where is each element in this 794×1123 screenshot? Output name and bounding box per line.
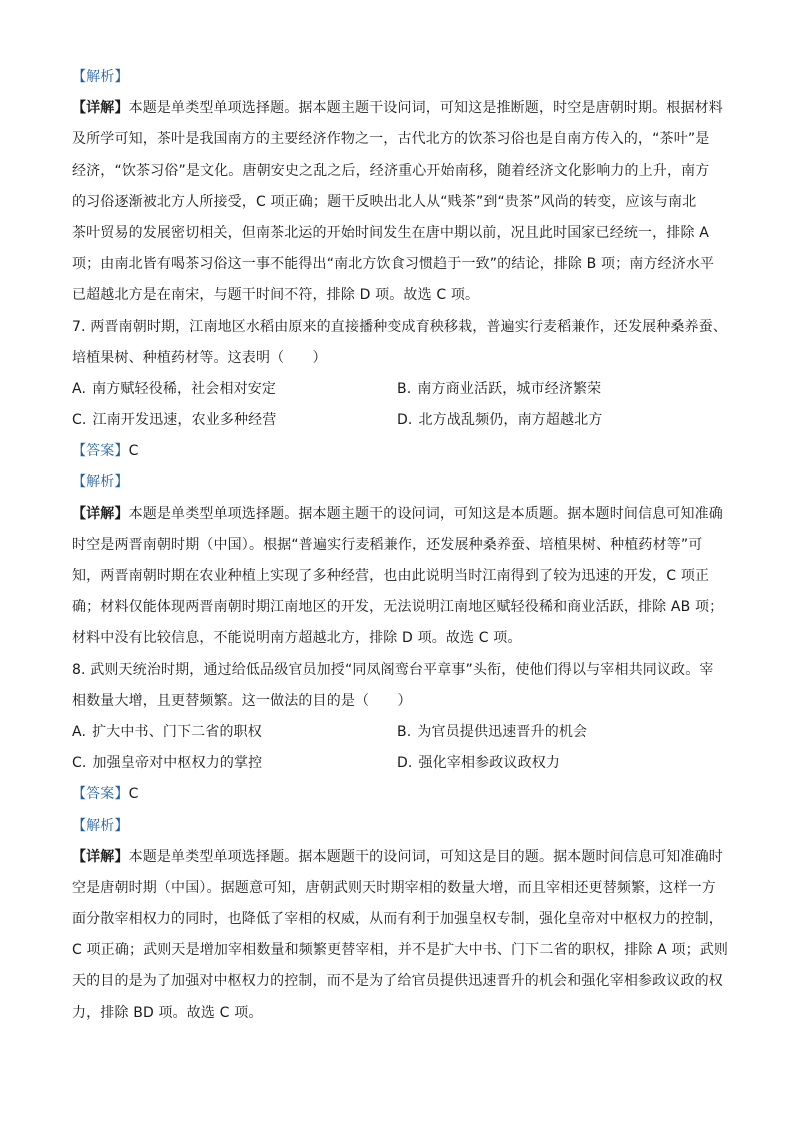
q7-answer-value: C (128, 443, 139, 460)
q7-option-c: C. 江南开发迅速，农业多种经营 (72, 412, 277, 429)
q6-detail-label: 【详解】 (72, 100, 129, 117)
q6-detail-line: 茶叶贸易的发展密切相关，但南茶北运的开始时间发生在唐中期以前，况且此时国家已经统一，排除 A (72, 224, 709, 241)
q8-stem-line: 相数量大增，且更替频繁。这一做法的目的是（ ） (72, 692, 412, 709)
q7-options-row (72, 405, 728, 436)
q7-analysis-label: 【解析】 (72, 474, 129, 491)
q6-detail-line: 的习俗逐渐被北方人所接受，C 项正确；题干反映出北人从“贱茶”到“贵茶”风尚的转变，应该与南北 (72, 193, 697, 210)
q8-answer (72, 779, 728, 810)
q8-detail-label: 【详解】 (72, 848, 129, 865)
q6-detail-line: 经济，“饮茶习俗”是文化。唐朝安史之乱之后，经济重心开始南移，随着经济文化影响力的上升，南方 (72, 162, 710, 179)
q8-detail-line: C 项正确；武则天是增加宰相数量和频繁更替宰相，并不是扩大中书、门下二省的职权，排除 A 项；武则 (72, 942, 729, 959)
q7-detail-line: 【详解】本题是单类型单项选择题。据本题主题干的设问词，可知这是本质题。据本题时间信息可知准确 (72, 505, 723, 522)
q7-detail-line: 知，两晋南朝时期在农业种植上实现了多种经营，也由此说明当时江南得到了较为迅速的开发，C 项正 (72, 568, 710, 584)
q7-options-row (72, 374, 728, 405)
q8-detail-line: 面分散宰相权力的同时，也降低了宰相的权威，从而有利于加强皇权专制，强化皇帝对中枢权力的控制， (72, 911, 723, 928)
q8-option-d: D. 强化宰相参政议政权力 (397, 755, 561, 772)
q8-detail-line: 力，排除 BD 项。故选 C 项。 (72, 1004, 263, 1021)
q7-option-a: A. 南方赋轻役稀，社会相对安定 (72, 380, 277, 397)
q7-detail-label: 【详解】 (72, 505, 129, 522)
q8-option-c: C. 加强皇帝对中枢权力的掌控 (72, 755, 263, 772)
q7-detail-line: 确；材料仅能体现两晋南朝时期江南地区的开发，无法说明江南地区赋轻役稀和商业活跃，排除 AB 项； (72, 599, 724, 616)
q8-option-b: B. 为官员提供迅速晋升的机会 (397, 723, 588, 740)
q7-option-d: D. 北方战乱频仍，南方超越北方 (397, 412, 603, 429)
q8-options-row (72, 748, 728, 779)
q8-option-a: A. 扩大中书、门下二省的职权 (72, 723, 262, 740)
q7-stem-line: 培植果树、种植药材等。这表明（ ） (72, 349, 327, 366)
q8-options-row (72, 717, 728, 748)
q6-analysis-label: 【解析】 (72, 69, 129, 85)
q8-analysis-label: 【解析】 (72, 817, 129, 834)
document-page (72, 62, 728, 1029)
q6-detail-line: 【详解】本题是单类型单项选择题。据本题主题干设问词，可知这是推断题，时空是唐朝时期。根据材料 (72, 100, 723, 117)
q7-stem-line: 7. 两晋南朝时期，江南地区水稻由原来的直接播种变成育秧移栽，普遍实行麦稻兼作，还发展种桑养蚕、 (72, 318, 728, 335)
q6-detail-line: 及所学可知，茶叶是我国南方的主要经济作物之一，古代北方的饮茶习俗也是自南方传入的，“茶叶”是 (72, 131, 710, 148)
q8-detail-line: 天的目的是为了加强对中枢权力的控制，而不是为了给官员提供迅速晋升的机会和强化宰相参政议政的权 (72, 973, 723, 990)
q7-answer-label: 【答案】 (72, 443, 129, 460)
q6-detail-line: 项；由南北皆有喝茶习俗这一事不能得出“南北方饮食习惯趋于一致”的结论，排除 B 项；南方经济水平 (72, 256, 715, 273)
q8-answer-value: C (128, 786, 139, 803)
q7-option-b: B. 南方商业活跃，城市经济繁荣 (397, 380, 602, 397)
q7-answer (72, 436, 728, 467)
q7-detail-line: 时空是两晋南朝时期（中国）。根据“普遍实行麦稻兼作，还发展种桑养蚕、培植果树、种植药材等”可 (72, 536, 703, 553)
q6-detail-line: 已超越北方是在南宋，与题干时间不符，排除 D 项。故选 C 项。 (72, 287, 480, 304)
q8-answer-label: 【答案】 (72, 786, 129, 803)
q8-detail-line: 空是唐朝时期（中国）。据题意可知，唐朝武则天时期宰相的数量大增，而且宰相还更替频繁，这样一方 (72, 879, 716, 896)
q7-detail-line: 材料中没有比较信息，不能说明南方超越北方，排除 D 项。故选 C 项。 (72, 630, 522, 647)
q8-stem-line: 8. 武则天统治时期，通过给低品级官员加授“同凤阁鸾台平章事”头衔，使他们得以与宰相共同议政。宰 (72, 661, 714, 678)
q8-detail-line: 【详解】本题是单类型单项选择题。据本题题干的设问词，可知这是目的题。据本题时间信息可知准确时 (72, 848, 723, 865)
